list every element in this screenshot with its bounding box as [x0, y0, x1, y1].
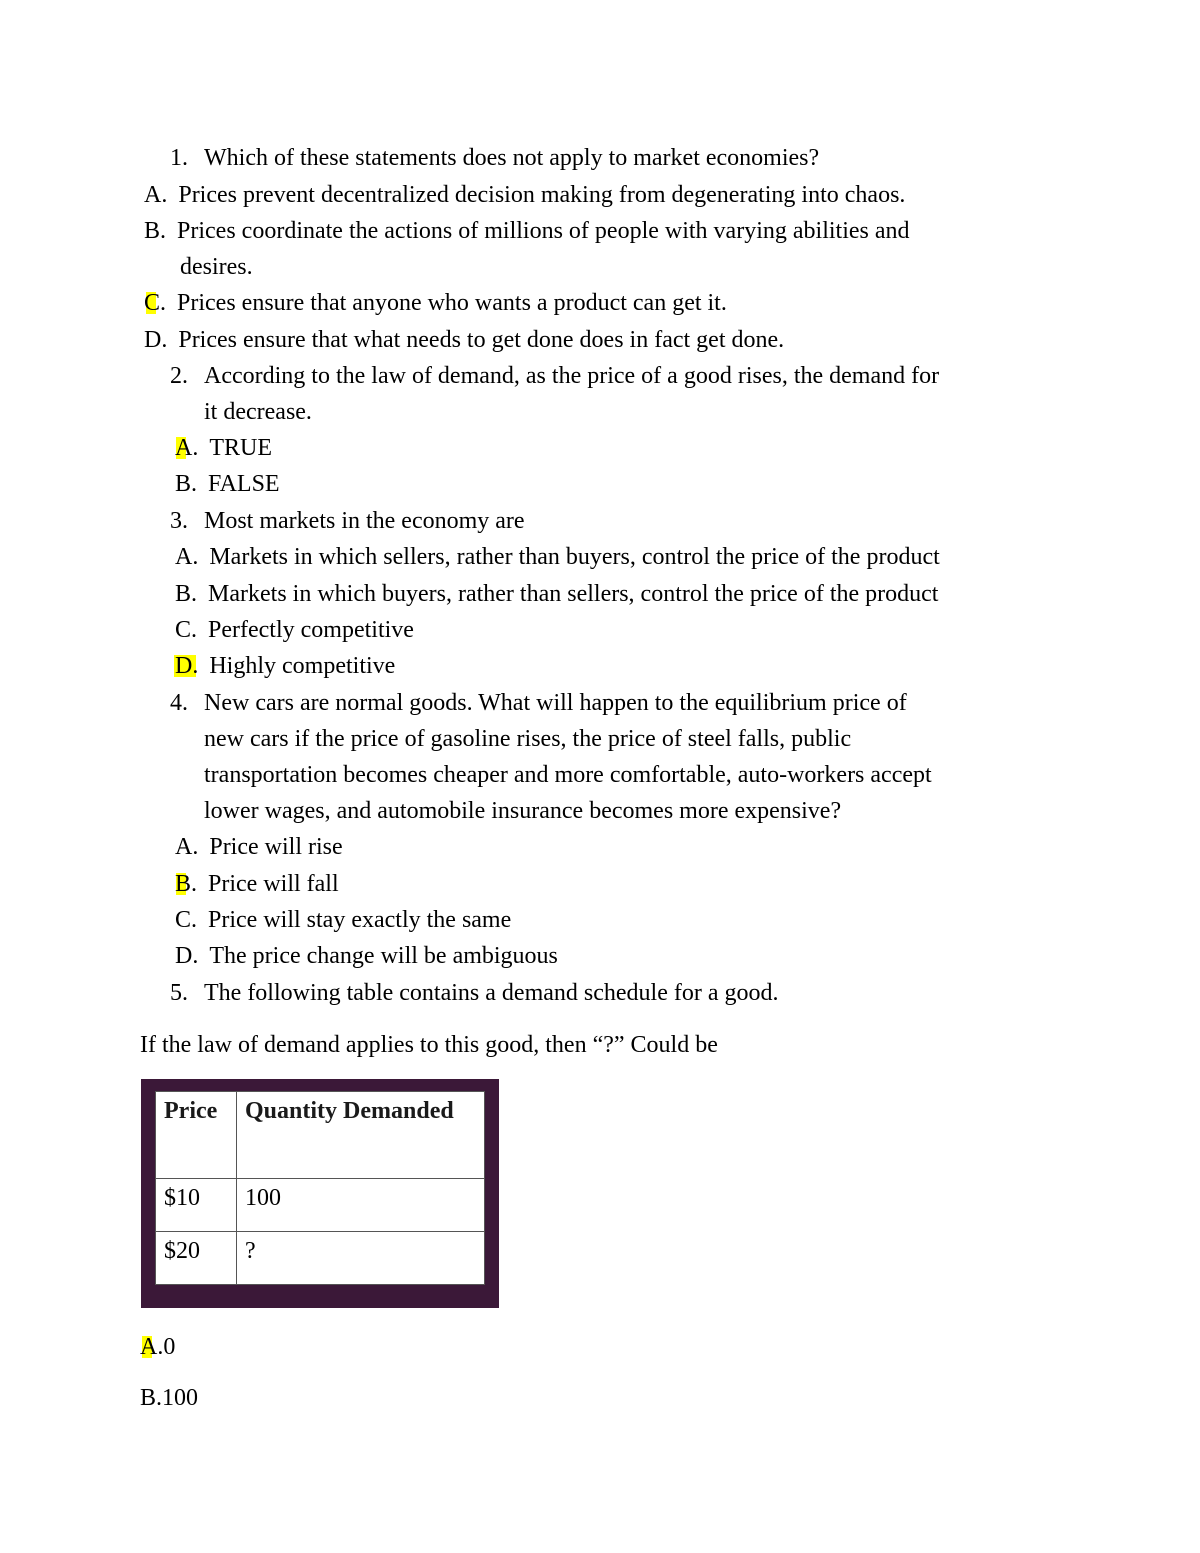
prompt-text: If the law of demand applies to this good, then “?” Could be [140, 1032, 718, 1058]
q4-option-a [175, 832, 343, 862]
question-text-continued: it decrease. [204, 399, 312, 425]
question-number: 3. [170, 508, 188, 534]
option-label: B. [140, 1385, 163, 1411]
question-number: 4. [170, 690, 188, 716]
table-cell-price: $10 [156, 1179, 237, 1232]
option-text: Perfectly competitive [208, 617, 414, 643]
q4-option-c [175, 905, 511, 935]
table-row [156, 1179, 485, 1232]
question-2 [168, 361, 939, 391]
option-label: D. [175, 943, 199, 969]
question-text: Which of these statements does not apply to market economies? [204, 145, 820, 171]
option-label: C. [175, 907, 198, 933]
q2-option-b [175, 469, 280, 499]
question-text: The following table contains a demand schedule for a good. [204, 980, 779, 1006]
question-1 [168, 143, 819, 173]
option-label: B. [175, 471, 198, 497]
option-text: 0 [163, 1334, 176, 1360]
q1-option-c [144, 288, 727, 318]
q4-option-d [175, 941, 558, 971]
question-text: Most markets in the economy are [204, 508, 525, 534]
option-text: Prices ensure that what needs to get done does in fact get done. [178, 327, 785, 353]
q1-option-a [144, 180, 905, 210]
q1-option-d [144, 325, 784, 355]
q2-option-a [175, 433, 272, 463]
option-text: Price will fall [208, 871, 339, 897]
question-4 [168, 688, 907, 718]
option-text: Price will rise [209, 834, 343, 860]
q5-option-a [140, 1332, 175, 1362]
q3-option-b [175, 579, 938, 609]
option-label: C. [144, 290, 167, 316]
question-text-continued: transportation becomes cheaper and more comfortable, auto-workers accept [204, 762, 932, 788]
q3-option-c [175, 615, 414, 645]
question-3 [168, 506, 525, 536]
table-cell-quantity: 100 [237, 1179, 485, 1232]
option-text: TRUE [209, 435, 273, 461]
option-text: The price change will be ambiguous [209, 943, 558, 969]
question-text-continued: new cars if the price of gasoline rises, the price of steel falls, public [204, 726, 852, 752]
question-2-continued [204, 397, 312, 427]
option-label: A. [140, 1334, 164, 1360]
option-label: D. [144, 327, 168, 353]
question-number: 5. [170, 980, 188, 1006]
question-text: New cars are normal goods. What will happen to the equilibrium price of [204, 690, 907, 716]
question-number: 2. [170, 363, 188, 389]
table-cell-quantity: ? [237, 1232, 485, 1285]
option-text: Prices ensure that anyone who wants a product can get it. [177, 290, 727, 316]
q1-option-b [144, 216, 910, 246]
option-label: B. [144, 218, 167, 244]
option-label: D. [175, 653, 199, 679]
question-5 [168, 978, 779, 1008]
question-5-prompt [140, 1030, 718, 1060]
table-header-price: Price [156, 1092, 237, 1179]
option-text: 100 [162, 1385, 199, 1411]
option-label: A. [175, 544, 199, 570]
question-text-continued: lower wages, and automobile insurance becomes more expensive? [204, 798, 842, 824]
option-label: C. [175, 617, 198, 643]
option-label: A. [144, 182, 168, 208]
q5-option-b [140, 1383, 198, 1413]
question-number: 1. [170, 145, 188, 171]
option-label: B. [175, 871, 198, 897]
option-text: Prices prevent decentralized decision making from degenerating into chaos. [178, 182, 906, 208]
table-header-quantity: Quantity Demanded [237, 1092, 485, 1179]
question-4-continued-1 [204, 724, 851, 754]
option-label: A. [175, 834, 199, 860]
option-text: Markets in which sellers, rather than buyers, control the price of the product [209, 544, 940, 570]
option-text: Markets in which buyers, rather than sellers, control the price of the product [208, 581, 939, 607]
option-label: A. [175, 435, 199, 461]
q4-option-b [175, 869, 339, 899]
option-text: Prices coordinate the actions of millions of people with varying abilities and [177, 218, 910, 244]
option-text: Highly competitive [209, 653, 396, 679]
option-text: FALSE [208, 471, 280, 497]
option-label: B. [175, 581, 198, 607]
option-text: Price will stay exactly the same [208, 907, 512, 933]
question-4-continued-2 [204, 760, 932, 790]
option-text-continued: desires. [180, 254, 253, 280]
table-header-row [156, 1092, 485, 1179]
table-cell-price: $20 [156, 1232, 237, 1285]
q3-option-d [175, 651, 395, 681]
question-text: According to the law of demand, as the price of a good rises, the demand for [204, 363, 940, 389]
q1-option-b-continued [180, 252, 253, 282]
question-4-continued-3 [204, 796, 841, 826]
q3-option-a [175, 542, 940, 572]
table-row [156, 1232, 485, 1285]
demand-schedule-table [155, 1091, 485, 1285]
